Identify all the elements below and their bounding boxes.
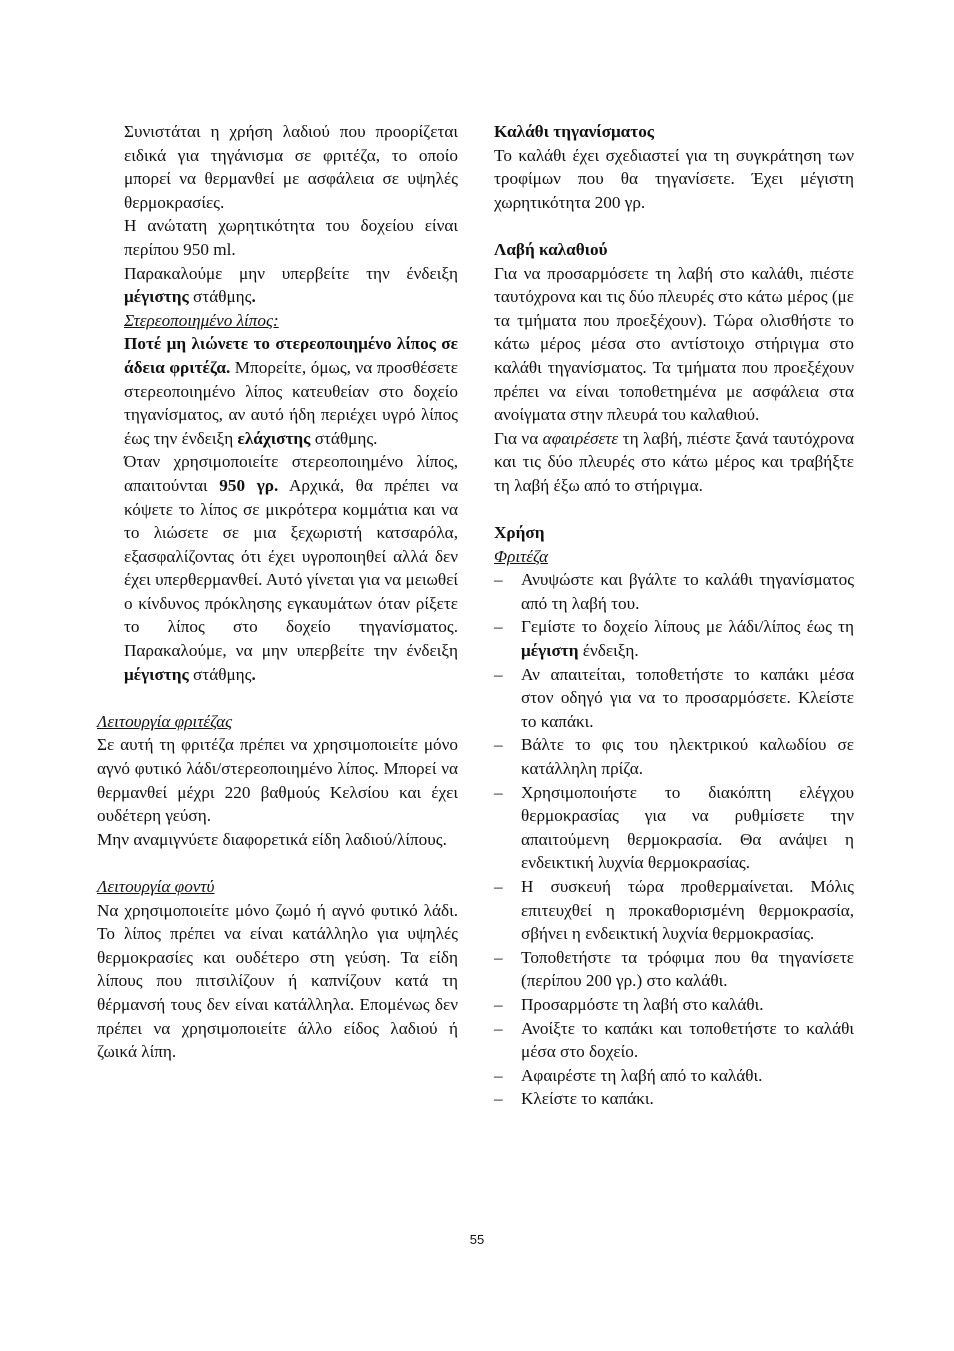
paragraph-basket: Το καλάθι έχει σχεδιαστεί για τη συγκράτηση των τροφίμων που θα τηγανίσετε. Έχει μέγιστη χωρητικότητα 200 γρ. <box>494 145 854 212</box>
list-item <box>494 781 854 875</box>
paragraph-handle-attach: Για να προσαρμόσετε τη λαβή στο καλάθι, πιέστε ταυτόχρονα και τις δύο πλευρές στο κάτω μέρος (με τα τμήματα που προεξέχουν). Τώρα ολισθήστε το κάτω μέρος μέσα στο αντίστοιχο στήριγμα στο καλάθι τηγανίσματος. Τα τμήματα που προεξέχουν πρέπει να είναι τοποθετημένα με ασφάλεια στα ανοίγματα στην πλευρά του καλαθιού. <box>494 263 854 425</box>
emphasis-max: μέγιστης <box>124 664 189 684</box>
heading-basket: Καλάθι τηγανίσματος <box>494 122 655 141</box>
step-text: Ανυψώστε και βγάλτε το καλάθι τηγανίσματος από τη λαβή του. <box>521 570 854 613</box>
list-item <box>494 1087 854 1111</box>
emphasis-min: ελάχιστης <box>237 428 311 448</box>
warning-bold: Ποτέ μη λιώνετε το στερεοποιημένο λίπος σε άδεια φριτέζα. <box>124 334 458 377</box>
step-text: Η συσκευή τώρα προθερμαίνεται. Μόλις επιτευχθεί η προκαθορισμένη θερμοκρασία, σβήνει η ενδεικτική λυχνία θερμοκρασίας. <box>521 877 854 944</box>
steps-list <box>494 568 854 1111</box>
paragraph-no-mixing: Μην αναμιγνύετε διαφορετικά είδη λαδιού/λίπους. <box>97 829 447 849</box>
list-item <box>494 615 854 662</box>
dash-marker: – <box>494 570 503 590</box>
dash-marker: – <box>494 1089 503 1109</box>
dash-marker: – <box>494 1065 503 1085</box>
paragraph-solid-fat-warning <box>124 332 458 450</box>
dash-marker: – <box>494 782 503 802</box>
text: Παρακαλούμε μην υπερβείτε την ένδειξη <box>124 263 458 283</box>
emphasis-max: μέγιστη <box>521 641 579 661</box>
paragraph-solid-fat-usage <box>124 450 458 686</box>
paragraph-handle-remove <box>494 427 854 498</box>
step-text: ένδειξη. <box>578 641 639 661</box>
step-text: Κλείστε το καπάκι. <box>521 1089 654 1109</box>
list-item <box>494 993 854 1017</box>
step-text: Αφαιρέστε τη λαβή από το καλάθι. <box>521 1065 763 1085</box>
text: Για να <box>494 428 543 448</box>
dash-marker: – <box>494 1018 503 1038</box>
dash-marker: – <box>494 617 503 637</box>
list-item <box>494 946 854 993</box>
text: Όταν χρησιμοποιείτε στερεοποιημένο λίπος, απαιτούνται <box>124 452 458 495</box>
heading-handle: Λαβή καλαθιού <box>494 239 608 259</box>
list-item <box>494 663 854 734</box>
paragraph-capacity: Η ανώτατη χωρητικότητα του δοχείου είναι περίπου 950 ml. <box>124 216 458 259</box>
step-text: Αν απαιτείται, τοποθετήστε το καπάκι μέσα στον οδηγό για να το προσαρμόσετε. Κλείστε το καπάκι. <box>521 664 854 731</box>
step-text: Γεμίστε το δοχείο λίπους με λάδι/λίπος έως τη <box>521 617 854 637</box>
text: στάθμης. <box>310 428 378 448</box>
text: τη λαβή, πιέστε ξανά ταυτόχρονα και τις δύο πλευρές στο κάτω μέρος και τραβήξτε τη λαβή έξω από το στήριγμα. <box>494 428 854 495</box>
emphasis-max: μέγιστης <box>124 287 189 307</box>
list-item <box>494 568 854 615</box>
step-text: Χρησιμοποιήστε το διακόπτη ελέγχου θερμοκρασίας για να ρυθμίσετε την απαιτούμενη θερμοκρασία. Θα ανάψει η ενδεικτική λυχνία θερμοκρασίας. <box>521 782 854 873</box>
dash-marker: – <box>494 947 503 967</box>
period: . <box>251 664 256 684</box>
emphasis-remove: αφαιρέσετε <box>542 428 619 448</box>
text: στάθμης <box>188 664 252 684</box>
subheading-fondue-function: Λειτουργία φοντύ <box>97 877 215 896</box>
dash-marker: – <box>494 877 503 896</box>
step-text: Ανοίξτε το καπάκι και τοποθετήστε το καλάθι μέσα στο δοχείο. <box>521 1018 854 1062</box>
text: στάθμης <box>188 287 252 307</box>
paragraph-fryer-oil: Σε αυτή τη φριτέζα πρέπει να χρησιμοποιείτε μόνο αγνό φυτικό λάδι/στερεοποιημένο λίπος. Μπορεί να θερμανθεί μέχρι 220 βαθμούς Κελσίου και έχει ουδέτερη γεύση. <box>97 735 458 826</box>
paragraph-oil-recommendation: Συνιστάται η χρήση λαδιού που προορίζεται ειδικά για τηγάνισμα σε φριτέζα, το οποίο μπορεί να θερμανθεί με ασφάλεια σε υψηλές θερμοκρασίες. <box>124 122 458 212</box>
step-text: Προσαρμόστε τη λαβή στο καλάθι. <box>521 994 764 1014</box>
right-column <box>494 120 854 1111</box>
paragraph-fondue: Να χρησιμοποιείτε μόνο ζωμό ή αγνό φυτικό λάδι. Το λίπος πρέπει να είναι κατάλληλο για υψηλές θερμοκρασίες και ουδέτερο στη γεύση. Τα είδη λίπους που πιτσιλίζουν ή καπνίζουν κατά τη θέρμανσή τους δεν είναι κατάλληλα. Επομένως δεν πρέπει να χρησιμοποιείτε άλλο είδος λαδιού ή ζωικά λίπη. <box>97 900 458 1062</box>
step-text: Βάλτε το φις του ηλεκτρικού καλωδίου σε κατάλληλη πρίζα. <box>521 735 854 779</box>
heading-use: Χρήση <box>494 523 545 543</box>
left-column <box>97 120 458 1064</box>
subheading-fryer-function: Λειτουργία φριτέζας <box>97 711 233 731</box>
dash-marker: – <box>494 994 503 1014</box>
text: Μπορείτε, όμως, να προσθέσετε στερεοποιημένο λίπος κατευθείαν στο δοχείο τηγανίσματος, αν αυτό ήδη περιέχει υγρό λίπος έως την ένδειξη <box>124 357 458 448</box>
emphasis-amount: 950 γρ. <box>219 475 279 495</box>
period: . <box>251 287 256 307</box>
text: Αρχικά, θα πρέπει να κόψετε το λίπος σε μικρότερα κομμάτια και να το λιώσετε σε μια ξεχωριστή κατσαρόλα, εξασφαλίζοντας ότι έχει υγροποιηθεί αλλά δεν έχει υπερθερμανθεί. Αυτό γίνεται για να μειωθεί ο κίνδυνος πρόκλησης εγκαυμάτων όταν ρίξετε το λίπος στο δοχείο τηγανίσματος. Παρακαλούμε, να μην υπερβείτε την ένδειξη <box>124 475 458 661</box>
subheading-fryer: Φριτέζα <box>494 546 549 566</box>
subheading-solid-fat: Στερεοποιημένο λίπος: <box>124 310 279 330</box>
page-number: 55 <box>469 1232 485 1247</box>
dash-marker: – <box>494 664 503 684</box>
dash-marker: – <box>494 735 503 755</box>
paragraph-max-level <box>124 262 458 309</box>
list-item <box>494 1017 854 1064</box>
list-item <box>494 733 854 780</box>
list-item <box>494 1064 854 1088</box>
step-text: Τοποθετήστε τα τρόφιμα που θα τηγανίσετε (περίπου 200 γρ.) στο καλάθι. <box>521 947 854 991</box>
list-item <box>494 875 854 946</box>
